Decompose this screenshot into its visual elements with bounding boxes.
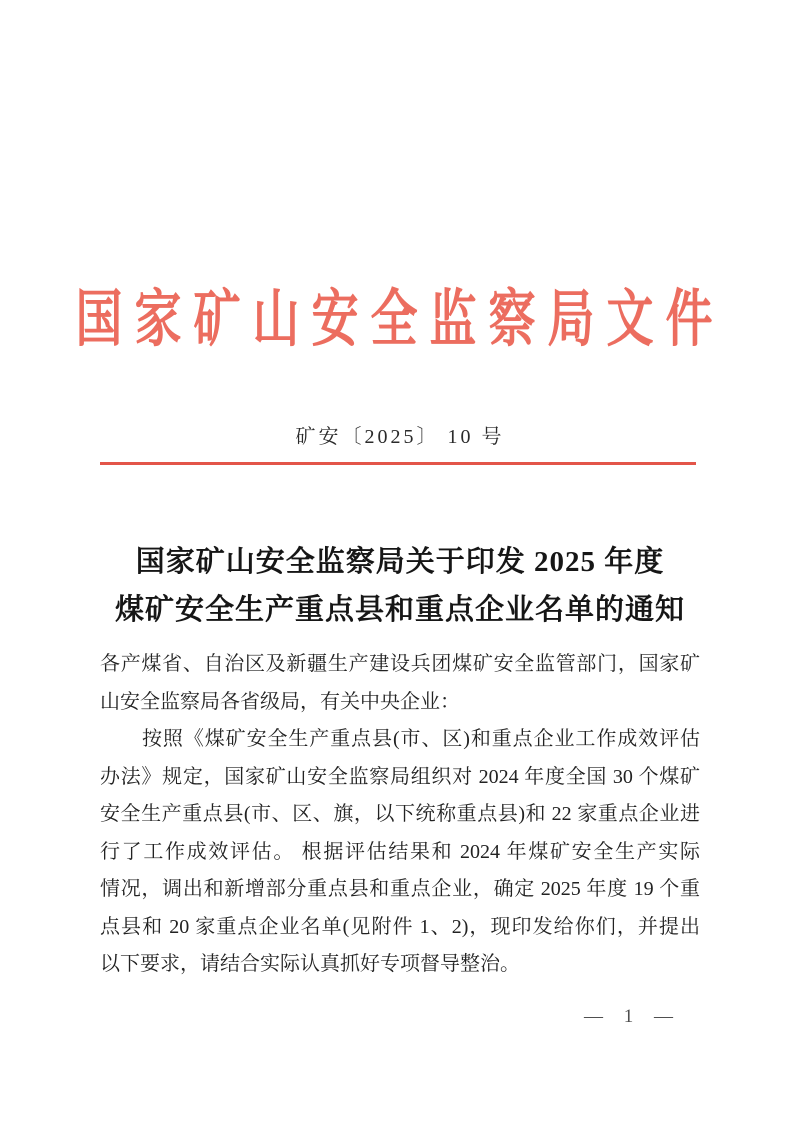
body-line: 点县和 20 家重点企业名单(见附件 1、2)，现印发给你们，并提出: [100, 915, 700, 938]
body-line: 山安全监察局各省级局，有关中央企业：: [100, 690, 460, 713]
document-title-line2: 煤矿安全生产重点县和重点企业名单的通知: [114, 594, 685, 626]
document-number: 矿安〔2025〕 10 号: [295, 426, 505, 448]
page-number: — 1 —: [584, 1006, 678, 1027]
body-line: 各产煤省、自治区及新疆生产建设兵团煤矿安全监管部门，国家矿: [100, 653, 700, 675]
body-line: 安全生产重点县(市、区、旗，以下统称重点县)和 22 家重点企业进: [100, 803, 700, 825]
agency-header-title: 国家矿山安全监察局文件: [75, 285, 725, 355]
body-line: 以下要求，请结合实际认真抓好专项督导整治。: [100, 953, 520, 975]
body-line: 情况，调出和新增部分重点县和重点企业，确定 2025 年度 19 个重: [100, 878, 700, 900]
document-body: [100, 646, 700, 984]
body-line: 按照《煤矿安全生产重点县(市、区)和重点企业工作成效评估: [142, 728, 700, 750]
document-title-line1: 国家矿山安全监察局关于印发 2025 年度: [135, 546, 665, 578]
body-line: 行了工作成效评估。 根据评估结果和 2024 年煤矿安全生产实际: [100, 840, 700, 863]
red-divider-line: [100, 462, 696, 465]
document-title: [0, 538, 800, 634]
body-line: 办法》规定，国家矿山安全监察局组织对 2024 年度全国 30 个煤矿: [100, 765, 700, 788]
